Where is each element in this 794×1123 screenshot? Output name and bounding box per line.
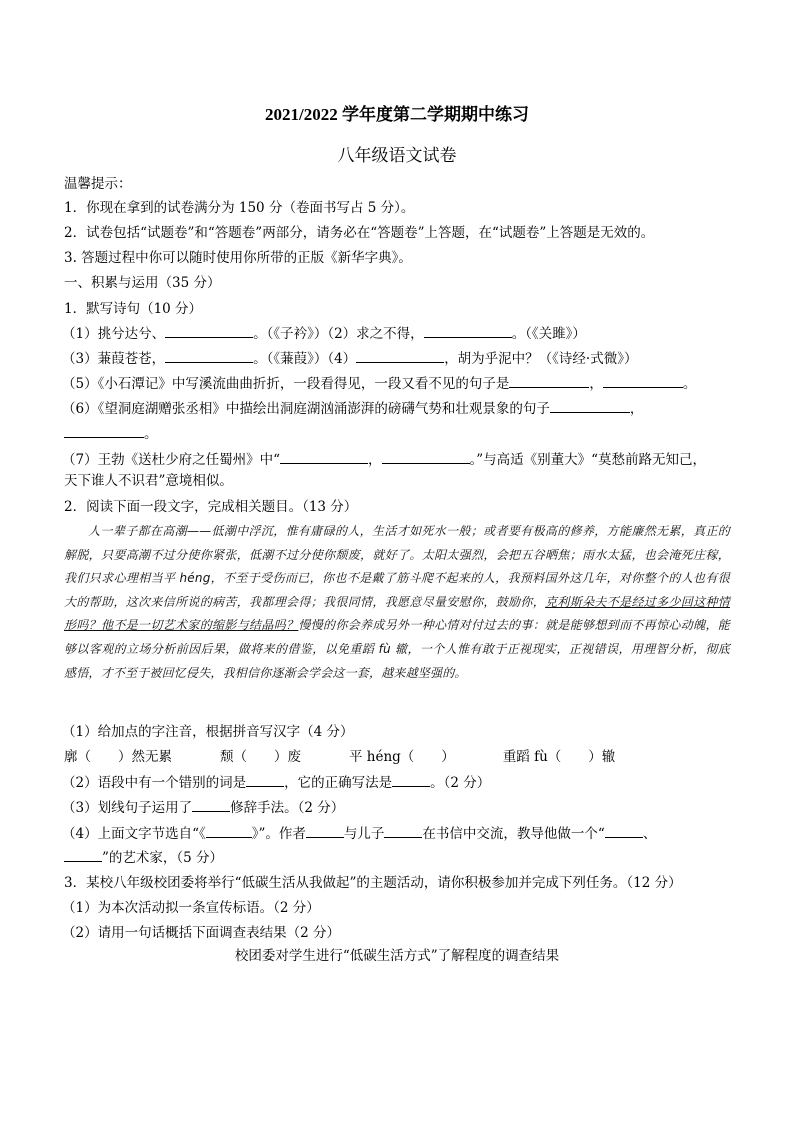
answer-blank[interactable] (356, 349, 444, 363)
survey-caption: 校团委对学生进行“低碳生活方式”了解程度的调查结果 (234, 948, 560, 964)
answer-blank[interactable] (605, 824, 643, 838)
q2-sub-3: （3）划线句子运用了 修辞手法。（2 分） (62, 800, 345, 816)
reading-passage: 人一辈子都在高潮——低潮中浮沉，惟有庸碌的人，生活才如死水一般；或者要有极高的修养，方能廉然无累，真正的解脱，只要高潮不过分使你紧张，低潮不过分使你颓废，就好了。太阳太强烈，会把五谷晒焦；雨水太猛，也会淹死庄稼，我们只求心理相当平 héng，不至于受伤而已，你也不是戴了筋斗爬不起来的人，我预料国外这几年，对你整个的人也有很大的帮助，这次来信所说的病苦，我都理会得；我很同情，我愿意尽量安慰你，鼓励你，克利斯朵夫不是经过多少回这种情形吗？他不是一切艺术家的缩影与结晶吗？慢慢的你会养成另外一种心情对付过去的事：就是能够想到而不再惊心动魄，能够以客观的立场分析前因后果，做将来的借鉴，以免重蹈 fù 辙，一个人惟有敢于正视现实，正视错误，用理智分析，彻底感悟，才不至于被回忆侵失，我相信你逐渐会学会这一套，越来越坚强的。 (64, 524, 730, 680)
answer-blank[interactable] (392, 773, 430, 787)
underlined-sentence: 克利斯朵夫不是经过多少回这种情形吗？他不是一切艺术家的缩影与结晶吗？ (64, 594, 730, 633)
q1-line-7: 天下谁人不识君”意境相似。 (64, 473, 233, 489)
answer-blank[interactable] (382, 450, 470, 464)
answer-blank[interactable] (509, 374, 589, 388)
q2-sub-4-cont: ”的艺术家，（5 分） (64, 848, 223, 867)
answer-blank[interactable] (165, 324, 253, 338)
answer-blank[interactable] (165, 349, 253, 363)
note-item-1: 1．你现在拿到的试卷满分为 150 分（卷面书写占 5 分）。 (64, 200, 415, 216)
q3-sub-1: （1）为本次活动拟一条宣传标语。（2 分） (62, 900, 320, 916)
q1-line-5: 。 (64, 424, 158, 443)
answer-blank[interactable] (64, 848, 102, 862)
answer-blank[interactable] (306, 824, 344, 838)
section-heading: 一、积累与运用（35 分） (64, 275, 221, 291)
exam-title: 2021/2022 学年度第二学期期中练习 (265, 105, 529, 124)
exam-subtitle: 八年级语文试卷 (337, 146, 457, 166)
answer-blank[interactable] (550, 399, 630, 413)
q1-line-4: （6）《望洞庭湖赠张丞相》中描绘出洞庭湖汹涌澎湃的磅礴气势和壮观景象的句子 ， (62, 401, 644, 417)
answer-blank[interactable] (603, 374, 683, 388)
q1-line-6: （7）王勃《送杜少府之任蜀州》中“ ， 。”与高适《别董大》“莫愁前路无知己， (62, 452, 707, 468)
pinyin-row: 廓（ ）然无累 颓（ ）废 平 héng（ ） 重蹈 fù（ ）辙 (64, 749, 616, 765)
note-item-3: 3. 答题过程中你可以随时使用你所带的正版《新华字典》。 (64, 250, 412, 266)
answer-blank[interactable] (280, 450, 368, 464)
q2-sub-4: （4）上面文字节选自“《 》”。作者 与儿子 在书信中交流，教导他做一个“ 、 (62, 826, 657, 842)
answer-blank[interactable] (424, 324, 512, 338)
q2-sub-1: （1）给加点的字注音，根据拼音写汉字（4 分） (62, 724, 354, 740)
q2-sub-2: （2）语段中有一个错别的词是 ，它的正确写法是 。（2 分） (62, 775, 491, 791)
answer-blank[interactable] (206, 824, 252, 838)
q1-line-3: （5）《小石潭记》中写溪流曲曲折折，一段看得见，一段又看不见的句子是 ， 。 (62, 376, 697, 392)
answer-blank[interactable] (192, 798, 230, 812)
q3-heading: 3．某校八年级校团委将举行“低碳生活从我做起”的主题活动，请你积极参加并完成下列任务。（12 分） (64, 875, 682, 891)
q1-line-2: （3）蒹葭苍苍， 。（《蒹葭》）（4） ，胡为乎泥中？（《诗经·式微》） (62, 351, 638, 367)
note-item-2: 2．试卷包括“试题卷”和“答题卷”两部分，请务必在“答题卷”上答题，在“试题卷”上答题是无效的。 (64, 225, 655, 241)
q1-heading: 1．默写诗句（10 分） (64, 301, 203, 317)
q2-heading: 2．阅读下面一段文字，完成相关题目。（13 分） (64, 499, 358, 515)
answer-blank[interactable] (64, 424, 144, 438)
q1-line-1: （1）挑兮达兮、 。（《子衿》）（2）求之不得， 。（《关雎》） (62, 326, 586, 342)
answer-blank[interactable] (246, 773, 284, 787)
notes-heading: 温馨提示： (64, 176, 132, 192)
q3-sub-2: （2）请用一句话概括下面调查表结果（2 分） (62, 925, 340, 941)
answer-blank[interactable] (384, 824, 422, 838)
